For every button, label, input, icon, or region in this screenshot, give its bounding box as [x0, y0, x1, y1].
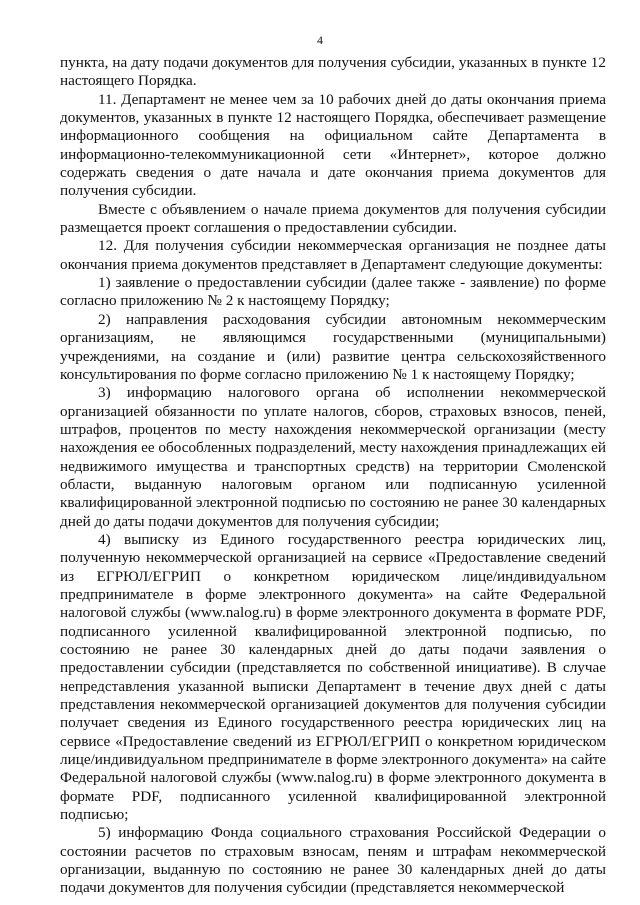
list-item-5: 5) информацию Фонда социального страхования Российской Федерации о состоянии расчетов по страховым взносам, пеням и штрафам некоммерческой организации, выданную по состоянию не ранее 30 календарных дней до даты подачи документов для получения субсидии (представляется некоммерческой: [60, 824, 606, 897]
list-item-3: 3) информацию налогового органа об исполнении некоммерческой организацией обязанности по уплате налогов, сборов, страховых взносов, пеней, штрафов, процентов по месту нахождения некоммерческой организации (месту нахождения ее обособленных подразделений, месту нахождения принадлежащих ей недвижимого имущества и транспортных средств) на территории Смоленской области, выданную налоговым органом или подписанную усиленной квалифицированной электронной подписью по состоянию не ранее 30 календарных дней до даты подачи документов для получения субсидии;: [60, 384, 606, 530]
list-item-1: 1) заявление о предоставлении субсидии (далее также - заявление) по форме согласно приложению № 2 к настоящему Порядку;: [60, 274, 606, 310]
paragraph-clause-11: 11. Департамент не менее чем за 10 рабочих дней до даты окончания приема документов, указанных в пункте 12 настоящего Порядка, обеспечивает размещение информационного сообщения на официальном сайте Департамента в информационно-телекоммуникационной сети «Интернет», которое должно содержать сведения о дате начала и дате окончания приема документов для получения субсидии.: [60, 90, 606, 200]
list-item-4: 4) выписку из Единого государственного реестра юридических лиц, полученную некоммерческой организацией на сервисе «Предоставление сведений из ЕГРЮЛ/ЕГРИП о конкретном юридическом лице/индивидуальном предпринимателе в форме электронного документа» на сайте Федеральной налоговой службы (www.nalog.ru) в форме электронного документа в формате PDF, подписанного усиленной квалифицированной электронной подписью, по состоянию не ранее 30 календарных дней до даты подачи заявления о предоставлении субсидии (представляется по собственной инициативе). В случае непредставления указанной выписки Департамент в течение двух дней с даты представления некоммерческой организацией документов для получения субсидии получает сведения из Единого государственного реестра юридических лиц на сервисе «Предоставление сведений из ЕГРЮЛ/ЕГРИП о конкретном юридическом лице/индивидуальном предпринимателе в форме электронного документа» на сайте Федеральной налоговой службы (www.nalog.ru) в форме электронного документа в формате PDF, подписанного усиленной квалифицированной электронной подписью;: [60, 530, 606, 824]
list-item-2: 2) направления расходования субсидии автономным некоммерческим организациям, не являющимся государственными (муниципальными) учреждениями, на создание и (или) развитие центра сельскохозяйственного консультирования по форме согласно приложению № 1 к настоящему Порядку;: [60, 310, 606, 383]
paragraph-clause-12: 12. Для получения субсидии некоммерческая организация не позднее даты окончания приема документов представляет в Департамент следующие документы:: [60, 237, 606, 273]
page-number: 4: [317, 33, 323, 47]
paragraph-continuation: пункта, на дату подачи документов для получения субсидии, указанных в пункте 12 настоящего Порядка.: [60, 54, 606, 90]
paragraph-announcement: Вместе с объявлением о начале приема документов для получения субсидии размещается проект соглашения о предоставлении субсидии.: [60, 200, 606, 237]
document-body: [60, 54, 606, 898]
